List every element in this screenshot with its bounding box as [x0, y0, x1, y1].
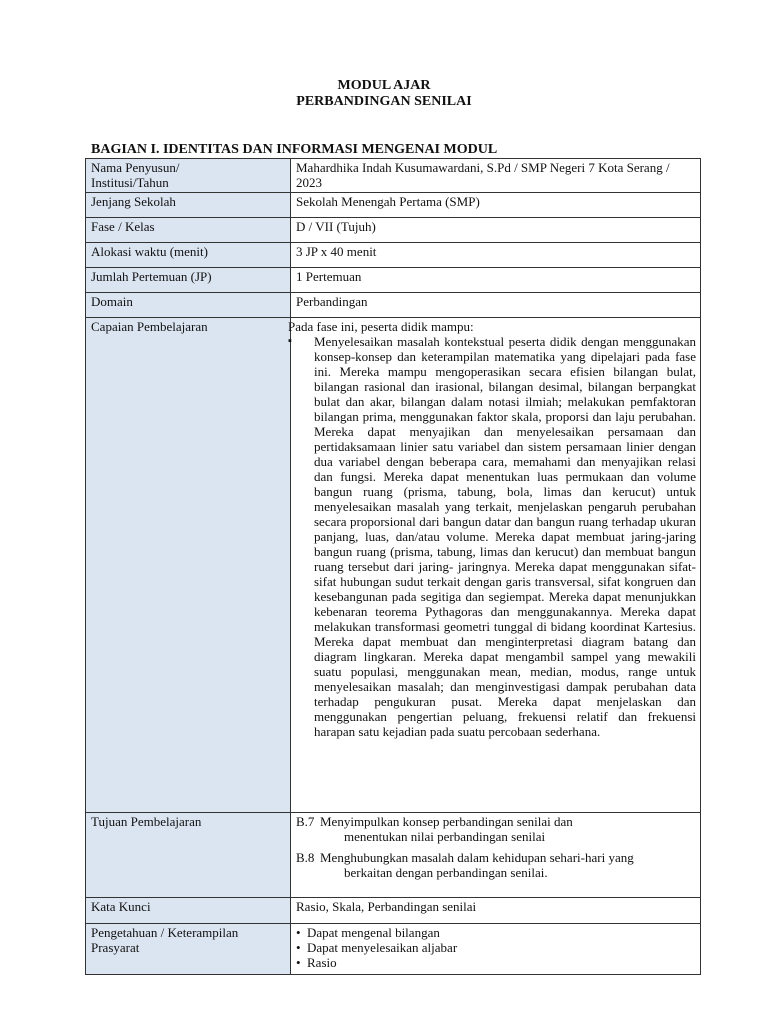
row-value-tujuan	[291, 813, 701, 898]
table-row	[86, 318, 701, 813]
table-row	[86, 813, 701, 898]
table-row	[86, 218, 701, 243]
row-label-alokasi: Alokasi waktu (menit)	[86, 243, 291, 268]
row-label-fase: Fase / Kelas	[86, 218, 291, 243]
section-heading: BAGIAN I. IDENTITAS DAN INFORMASI MENGENAI MODUL	[91, 142, 498, 157]
objective-line: Menghubungkan masalah dalam kehidupan sehari-hari yang	[320, 850, 634, 865]
label-line: Institusi/Tahun	[91, 175, 169, 190]
row-value-capaian	[288, 318, 701, 813]
label-line: Pengetahuan / Keterampilan	[91, 925, 239, 940]
title-line-1: MODUL AJAR	[337, 78, 431, 93]
objective-text	[320, 814, 696, 844]
bullet-icon: •	[296, 940, 301, 955]
list-item	[296, 940, 696, 955]
row-label-tujuan: Tujuan Pembelajaran	[86, 813, 291, 898]
list-item	[296, 814, 696, 844]
row-value-fase: D / VII (Tujuh)	[291, 218, 701, 243]
prasyarat-item: Dapat menyelesaikan aljabar	[307, 940, 458, 955]
list-item	[296, 850, 696, 880]
capaian-intro: Pada fase ini, peserta didik mampu:	[288, 319, 474, 334]
capaian-text: Menyelesaikan masalah kontekstual peserta didik dengan menggunakan konsep-konsep dan keterampilan matematika yang dipelajari pada fase ini. Mereka mampu mengoperasikan secara efisien bilangan bulat, bilangan rasional dan irasional, bilangan desimal, bilangan berpangkat bulat dan akar, bilangan dalam notasi ilmiah; melakukan pemfaktoran bilangan prima, menggunakan faktor skala, proporsi dan laju perubahan. Mereka dapat menyajikan dan menyelesaikan persamaan dan pertidaksamaan linier satu variabel dan sistem persamaan linier dengan dua variabel dengan beberapa cara, memahami dan menyajikan relasi dan fungsi. Mereka dapat menentukan luas permukaan dan volume bangun ruang (prisma, tabung, bola, limas dan kerucut) untuk menyelesaikan masalah yang terkait, menjelaskan pengaruh perubahan secara proporsional dari bangun datar dan bangun ruang terhadap ukuran panjang, luas, dan/atau volume. Mereka dapat membuat jaring-jaring bangun ruang (prisma, tabung, limas dan kerucut) dan membuat bangun ruang tersebut dari jaring- jaringnya. Mereka dapat menggunakan sifat-sifat hubungan sudut terkait dengan garis transversal, sifat kongruen dan kesebangunan pada segitiga dan segiempat. Mereka dapat menunjukkan kebenaran teorema Pythagoras dan menggunakannya. Mereka dapat melakukan transformasi geometri tunggal di bidang koordinat Kartesius. Mereka dapat membuat dan menginterpretasi diagram batang dan diagram lingkaran. Mereka dapat mengambil sampel yang mewakili suatu populasi, menggunakan mean, median, modus, range untuk menyelesaikan masalah; dan menginvestigasi dampak perubahan data terhadap pengukuran pusat. Mereka dapat menjelaskan dan menggunakan pengertian peluang, frekuensi relatif dan frekuensi harapan satu kejadian pada suatu percobaan sederhana.	[314, 334, 696, 739]
row-value-prasyarat	[291, 924, 701, 975]
row-label-kata-kunci: Kata Kunci	[86, 898, 291, 924]
document-title	[0, 78, 768, 110]
objective-code: B.8	[296, 850, 315, 865]
row-label-domain: Domain	[86, 293, 291, 318]
row-label-jumlah: Jumlah Pertemuan (JP)	[86, 268, 291, 293]
row-label-jenjang: Jenjang Sekolah	[86, 193, 291, 218]
row-value-jenjang: Sekolah Menengah Pertama (SMP)	[291, 193, 701, 218]
objective-line: Menyimpulkan konsep perbandingan senilai dan	[320, 814, 573, 829]
label-line: Nama Penyusun/	[91, 160, 180, 175]
list-item	[296, 955, 696, 970]
prasyarat-item: Rasio	[307, 955, 337, 970]
label-line: Prasyarat	[91, 940, 140, 955]
row-label-capaian: Capaian Pembelajaran	[86, 318, 291, 813]
bullet-icon: •	[296, 925, 301, 940]
objective-code: B.7	[296, 814, 315, 829]
row-value-domain: Perbandingan	[291, 293, 701, 318]
row-value-nama: Mahardhika Indah Kusumawardani, S.Pd / SMP Negeri 7 Kota Serang / 2023	[291, 159, 701, 193]
objective-text	[320, 850, 696, 880]
row-value-kata-kunci: Rasio, Skala, Perbandingan senilai	[291, 898, 701, 924]
bullet-icon: •	[296, 955, 301, 970]
prasyarat-list	[296, 925, 696, 970]
row-value-jumlah: 1 Pertemuan	[291, 268, 701, 293]
row-label-prasyarat	[86, 924, 291, 975]
row-label-nama	[86, 159, 291, 193]
prasyarat-item: Dapat mengenal bilangan	[307, 925, 440, 940]
objective-line: menentukan nilai perbandingan senilai	[344, 829, 546, 844]
table-row	[86, 159, 701, 193]
square-bullet-icon: ▪	[288, 335, 292, 347]
identity-table	[85, 158, 701, 975]
table-row	[86, 898, 701, 924]
objective-line: berkaitan dengan perbandingan senilai.	[344, 865, 548, 880]
table-row	[86, 243, 701, 268]
table-row	[86, 268, 701, 293]
list-item	[296, 925, 696, 940]
row-value-alokasi: 3 JP x 40 menit	[291, 243, 701, 268]
table-row	[86, 293, 701, 318]
table-row	[86, 193, 701, 218]
list-item	[288, 334, 696, 739]
title-line-2: PERBANDINGAN SENILAI	[296, 94, 472, 109]
table-row	[86, 924, 701, 975]
